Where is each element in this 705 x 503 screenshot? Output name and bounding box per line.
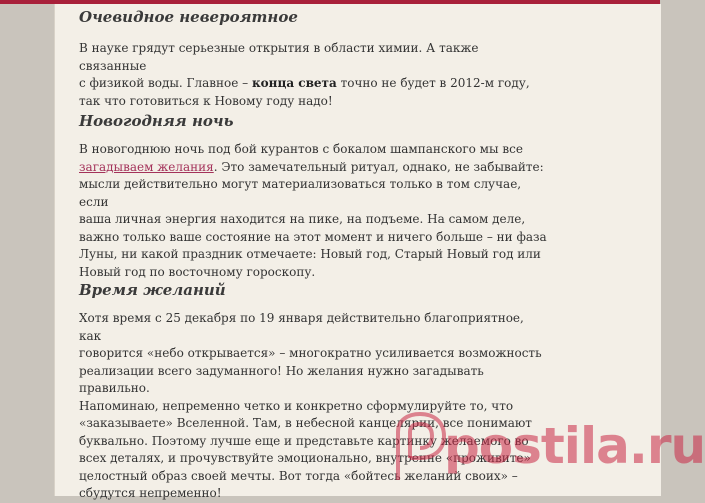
text-line: целостный образ своей мечты. Вот тогда «бойтесь желаний своих» – bbox=[79, 468, 518, 483]
text-line: «заказываете» Вселенной. Там, в небесной канцелярии, все понимают bbox=[79, 416, 532, 430]
text-line: реализации всего задуманного! Но желания нужно загадывать правильно. bbox=[79, 363, 484, 395]
text-line: мысли действительно могут материализоваться только в том случае, если bbox=[79, 177, 522, 209]
text-line: В науке грядут серьезные открытия в области химии. А также связанные bbox=[79, 41, 479, 73]
section-heading-wish-time: Время желаний bbox=[79, 281, 226, 299]
text-line: важно только ваше состояние на этот момент и ничего больше – ни фаза bbox=[79, 229, 547, 244]
text-line: сбудутся непременно! bbox=[79, 486, 222, 500]
bold-phrase: конца света bbox=[252, 76, 337, 90]
text-line: говорится «небо открывается» – многократно усиливается возможность bbox=[79, 346, 542, 360]
text-line: всех деталях, и прочувствуйте эмоционально, внутренне «проживите» bbox=[79, 451, 531, 465]
text-line: В новогоднюю ночь под бой курантов с бокалом шампанского мы все bbox=[79, 142, 523, 156]
make-wishes-link[interactable]: загадываем желания bbox=[79, 159, 214, 174]
text-line: так что готовиться к Новому году надо! bbox=[79, 93, 333, 108]
text-line: ваша личная энергия находится на пике, на подъеме. На самом деле, bbox=[79, 212, 526, 226]
text-line: Напоминаю, непременно четко и конкретно сформулируйте то, что bbox=[79, 398, 514, 413]
text-line: Хотя время с 25 декабря по 19 января действительно благоприятное, как bbox=[79, 311, 524, 343]
watermark-text: postila.ru bbox=[444, 417, 705, 475]
text-line: точно не будет в 2012-м году, bbox=[336, 76, 530, 90]
text-line: с физикой воды. Главное – bbox=[79, 76, 252, 90]
text-line: Луны, ни какой праздник отмечаете: Новый год, Старый Новый год или bbox=[79, 247, 541, 261]
text-line: Новый год по восточному гороскопу. bbox=[79, 264, 316, 279]
section-paragraph-chemistry bbox=[79, 40, 549, 110]
text-line: буквально. Поэтому лучше еще и представьте картинку желаемого во bbox=[79, 433, 529, 448]
section-heading-new-year-night: Новогодняя ночь bbox=[79, 112, 234, 130]
section-heading-obvious-incredible: Очевидное невероятное bbox=[79, 8, 298, 26]
postila-watermark bbox=[390, 402, 705, 492]
text-line: . Это замечательный ритуал, однако, не забывайте: bbox=[213, 159, 544, 174]
postila-logo-icon bbox=[390, 410, 452, 482]
section-paragraph-wishes bbox=[79, 141, 549, 281]
